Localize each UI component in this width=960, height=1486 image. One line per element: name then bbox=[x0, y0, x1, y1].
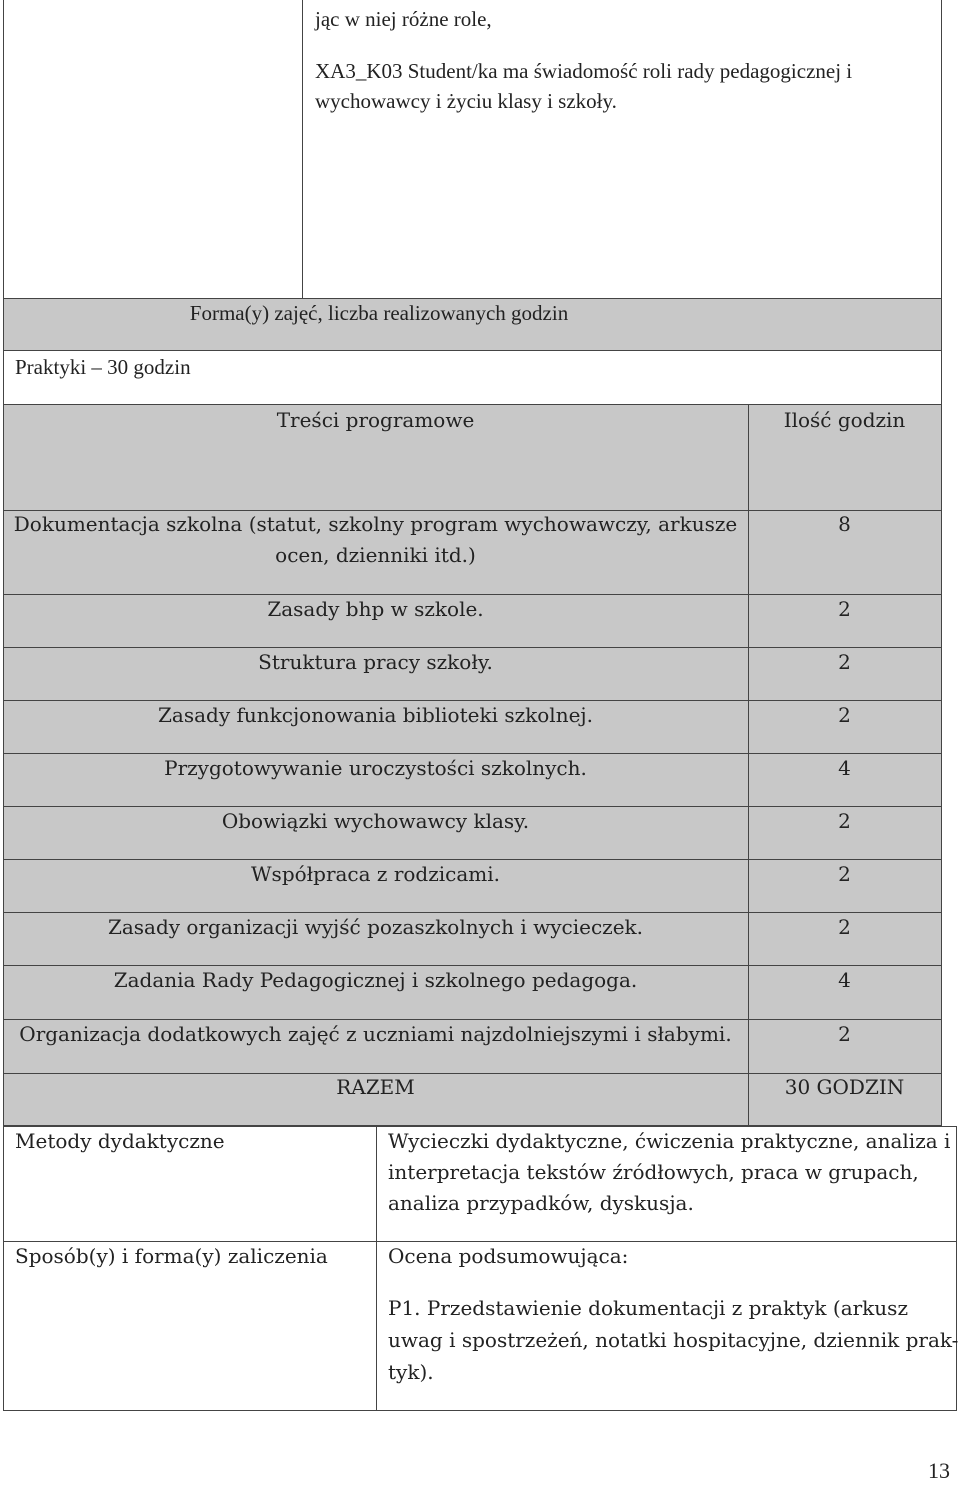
assessment-text-line-1: P1. Przedstawienie dokumentacji z praktyk (arkusz bbox=[388, 1296, 908, 1320]
table-row-topic: Zasady organizacji wyjść pozaszkolnych i wycieczek. bbox=[107, 915, 644, 939]
table-row-hours: 2 bbox=[838, 703, 851, 727]
assessment-text-line-2: uwag i spostrzeżeń, notatki hospitacyjne, dziennik prak- bbox=[388, 1328, 959, 1352]
assessment-label: Sposób(y) i forma(y) zaliczenia bbox=[15, 1244, 328, 1268]
table-row-topic: Zadania Rady Pedagogicznej i szkolnego pedagoga. bbox=[113, 968, 638, 992]
top-cell-line-3: wychowawcy i życiu klasy i szkoły. bbox=[315, 89, 617, 113]
table-row-topic: Dokumentacja szkolna (statut, szkolny program wychowawczy, arkusze bbox=[13, 512, 738, 536]
top-cell-line-1: jąc w niej różne role, bbox=[315, 7, 492, 31]
table-row-hours: 4 bbox=[838, 756, 851, 780]
forma-header: Forma(y) zajęć, liczba realizowanych godzin bbox=[189, 301, 569, 325]
assessment-text-line-3: tyk). bbox=[388, 1360, 434, 1384]
assessment-heading: Ocena podsumowująca: bbox=[388, 1244, 629, 1268]
table-row-hours: 2 bbox=[838, 862, 851, 886]
methods-text-line-2: interpretacja tekstów źródłowych, praca w grupach, bbox=[388, 1160, 919, 1184]
methods-text-line-3: analiza przypadków, dyskusja. bbox=[388, 1191, 694, 1215]
table-row-topic: Zasady funkcjonowania biblioteki szkolnej. bbox=[158, 703, 593, 727]
table-row-hours: 2 bbox=[838, 597, 851, 621]
table-row-topic: Współpraca z rodzicami. bbox=[251, 862, 500, 886]
table-row-hours: 2 bbox=[838, 1022, 851, 1046]
table-row-hours: 4 bbox=[838, 968, 851, 992]
table-row-topic: Przygotowywanie uroczystości szkolnych. bbox=[164, 756, 587, 780]
table-row-topic: ocen, dzienniki itd.) bbox=[275, 543, 476, 567]
table-row-topic: Struktura pracy szkoły. bbox=[258, 650, 493, 674]
total-value: 30 GODZIN bbox=[784, 1075, 905, 1099]
table-row-topic: Zasady bhp w szkole. bbox=[267, 597, 484, 621]
table-row-hours: 2 bbox=[838, 809, 851, 833]
table-row-topic: Obowiązki wychowawcy klasy. bbox=[221, 809, 530, 833]
top-cell-line-2: XA3_K03 Student/ka ma świadomość roli rady pedagogicznej i bbox=[315, 59, 853, 83]
table-row-hours: 2 bbox=[838, 915, 851, 939]
table-row-hours: 2 bbox=[838, 650, 851, 674]
table-row-topic: Organizacja dodatkowych zajęć z uczniami najzdolniejszymi i słabymi. bbox=[19, 1022, 732, 1046]
col-header-topics: Treści programowe bbox=[276, 408, 475, 432]
methods-text-line-1: Wycieczki dydaktyczne, ćwiczenia praktyczne, analiza i bbox=[388, 1129, 951, 1153]
methods-label: Metody dydaktyczne bbox=[15, 1129, 225, 1153]
table-row-hours: 8 bbox=[838, 512, 851, 536]
praktyki-label: Praktyki – 30 godzin bbox=[15, 355, 191, 379]
total-label: RAZEM bbox=[336, 1075, 415, 1099]
page-number: 13 bbox=[928, 1458, 950, 1483]
col-header-hours: Ilość godzin bbox=[783, 408, 906, 432]
